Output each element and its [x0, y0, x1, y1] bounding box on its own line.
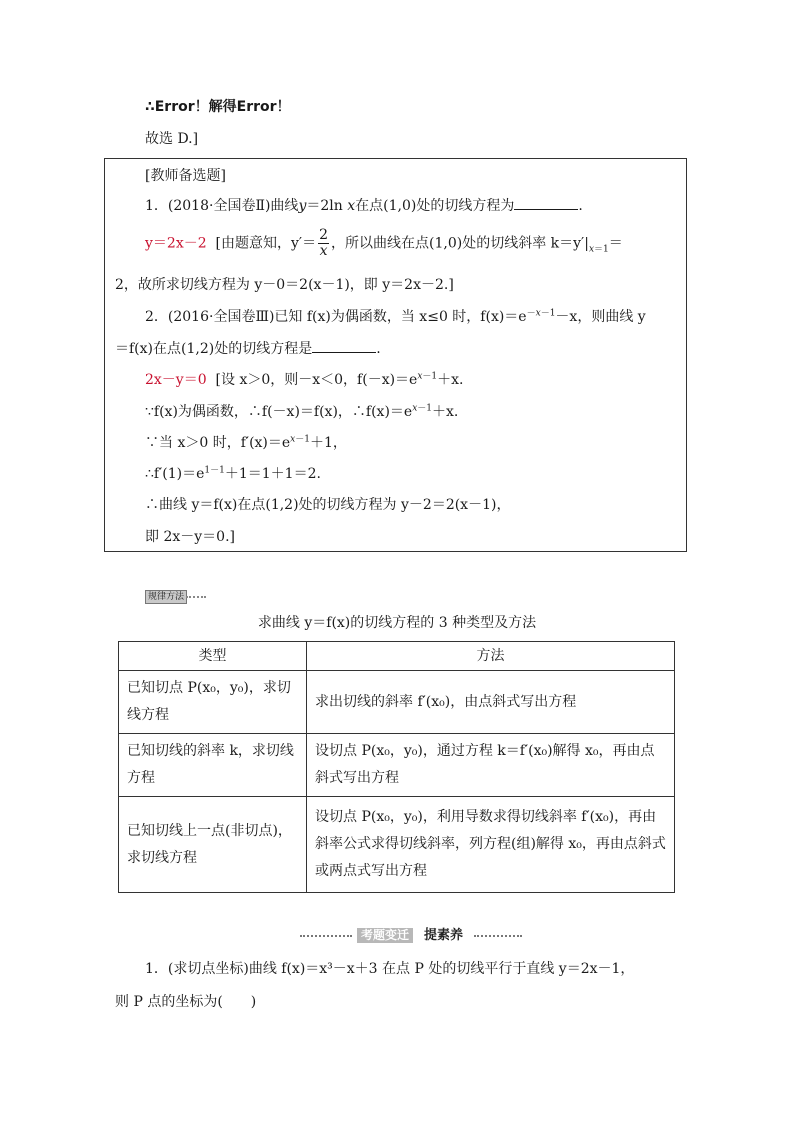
table-header-row: [119, 642, 675, 671]
q1-frac-den: x: [319, 243, 328, 259]
question-2-line1: 2．(2016·全国卷Ⅲ)已知 f(x)为偶函数，当 x≤0 时，$f(x)=e^{-x-1}-x$，则曲线 y: [145, 308, 646, 325]
q1-solution-line2: 2，故所求切线方程为 y－0＝2(x－1)，即 y＝2x－2.]: [115, 277, 454, 293]
table-header-type: 类型: [119, 642, 307, 671]
methods-table: [118, 641, 675, 893]
table-cell-method: 设切点 P(x₀，y₀)，利用导数求得切线斜率 f′(x₀)，再由斜率公式求得切线斜率，列方程(组)解得 x₀，再由点斜式或两点式写出方程: [307, 797, 675, 893]
solution-line-error: ∴Error！解得Error！: [145, 99, 291, 115]
q1-prefix: 1．(2018·全国卷Ⅱ)曲线: [145, 198, 299, 214]
q1-fraction: [318, 228, 329, 259]
q2-answer: 2x－y＝0: [145, 372, 207, 388]
banner-left-dots: [300, 935, 352, 937]
teacher-box-header: [教师备选题]: [145, 168, 226, 184]
exercise-line1: 1．(求切点坐标)曲线 f(x)＝x³－x＋3 在点 P 处的切线平行于直线 y＝2x－1，: [145, 961, 635, 977]
table-header-method: 方法: [307, 642, 675, 671]
q1-solution-line1: y＝2x－2 [由题意知，y′＝ $\frac{2}{x}$ ，所以曲线在点(1,0)处的切线斜率 $k=y'|_{x=1}=$: [145, 227, 623, 259]
q2-line1-tail: －x，则曲线 y: [555, 309, 646, 325]
table-cell-type: 已知切线上一点(非切点)，求切线方程: [119, 797, 307, 893]
q2-s3-text: ∵当 x＞0 时，f′(x)＝e: [145, 435, 291, 451]
q1-sol-c: ＝: [608, 235, 623, 252]
q2-s1-tail: ＋x.: [437, 372, 464, 388]
table-title: 求曲线 y＝f(x)的切线方程的 3 种类型及方法: [257, 615, 537, 631]
section-banner-label: 提素养: [424, 928, 464, 943]
table-cell-type: 已知切点 P(x₀，y₀)，求切线方程: [119, 671, 307, 734]
q1-sol-b: ，所以曲线在点(1,0)处的切线斜率 k＝y′|: [331, 235, 589, 252]
q2-s4-tail: ＋1＝1＋1＝2.: [224, 466, 321, 482]
q2-solution-step1: 2x－y＝0 [设 x＞0，则－x＜0，$f(-x)=e^{x-1}+x$.: [145, 371, 464, 388]
table-cell-method: 设切点 P(x₀，y₀)，通过方程 k＝f′(x₀)解得 x₀，再由点斜式写出方程: [307, 734, 675, 797]
q2-line1-text: 2．(2016·全国卷Ⅲ)已知 f(x)为偶函数，当 x≤0 时，f(x)＝e: [145, 309, 527, 325]
table-row: [119, 734, 675, 797]
banner-right-dots: [474, 935, 522, 937]
question-2-line2: ＝f(x)在点(1,2)处的切线方程是 .: [115, 341, 381, 357]
section-banner-tag: 考题变迁: [357, 928, 413, 943]
q2-line2-text: ＝f(x)在点(1,2)处的切线方程是: [115, 341, 313, 357]
q2-solution-step5: ∴曲线 y＝f(x)在点(1,2)处的切线方程为 y－2＝2(x－1)，: [145, 497, 511, 513]
table-row: [119, 797, 675, 893]
q1-sol-a: [由题意知，y′＝: [215, 235, 317, 252]
q1-frac-num: 2: [319, 227, 329, 243]
solution-line-choice: 故选 D.]: [145, 131, 199, 147]
q2-s2-text: ∵f(x)为偶函数，∴f(－x)＝f(x)，∴f(x)＝e: [145, 404, 413, 420]
q2-solution-step2: ∵f(x)为偶函数，∴f(－x)＝f(x)，$\therefore f(x)=e^{x-1}+x$.: [145, 403, 459, 420]
q2-s3-tail: ＋1，: [309, 435, 347, 451]
q1-answer: y＝2x－2: [145, 235, 207, 252]
table-row: [119, 671, 675, 734]
q2-solution-step6: 即 2x－y＝0.]: [145, 529, 235, 545]
q2-s2-tail: ＋x.: [432, 404, 459, 420]
question-1: 1．(2018·全国卷Ⅱ)曲线y＝2ln x在点(1,0)处的切线方程为 .: [145, 198, 583, 214]
q2-solution-step4: $\therefore f'(1)=e^{1-1}+1=1+1=2$.: [145, 465, 321, 482]
q2-s1-text: [设 x＞0，则－x＜0，f(－x)＝e: [215, 372, 418, 388]
q1-mid: 在点(1,0)处的切线方程为: [355, 198, 515, 214]
q2-solution-step3: ∵当 x＞0 时，$f'(x)=e^{x-1}+1$，: [145, 434, 347, 451]
table-cell-method: 求出切线的斜率 f′(x₀)，由点斜式写出方程: [307, 671, 675, 734]
method-tag: 规律方法: [145, 590, 187, 604]
q2-s4-text: ∴f′(1)＝e: [145, 466, 205, 482]
q2-answer-blank: [312, 340, 376, 353]
q1-answer-blank: [514, 197, 578, 210]
exercise-line2: 则 P 点的坐标为( ): [115, 994, 257, 1010]
method-tag-dots: [186, 596, 206, 598]
table-cell-type: 已知切线的斜率 k，求切线方程: [119, 734, 307, 797]
